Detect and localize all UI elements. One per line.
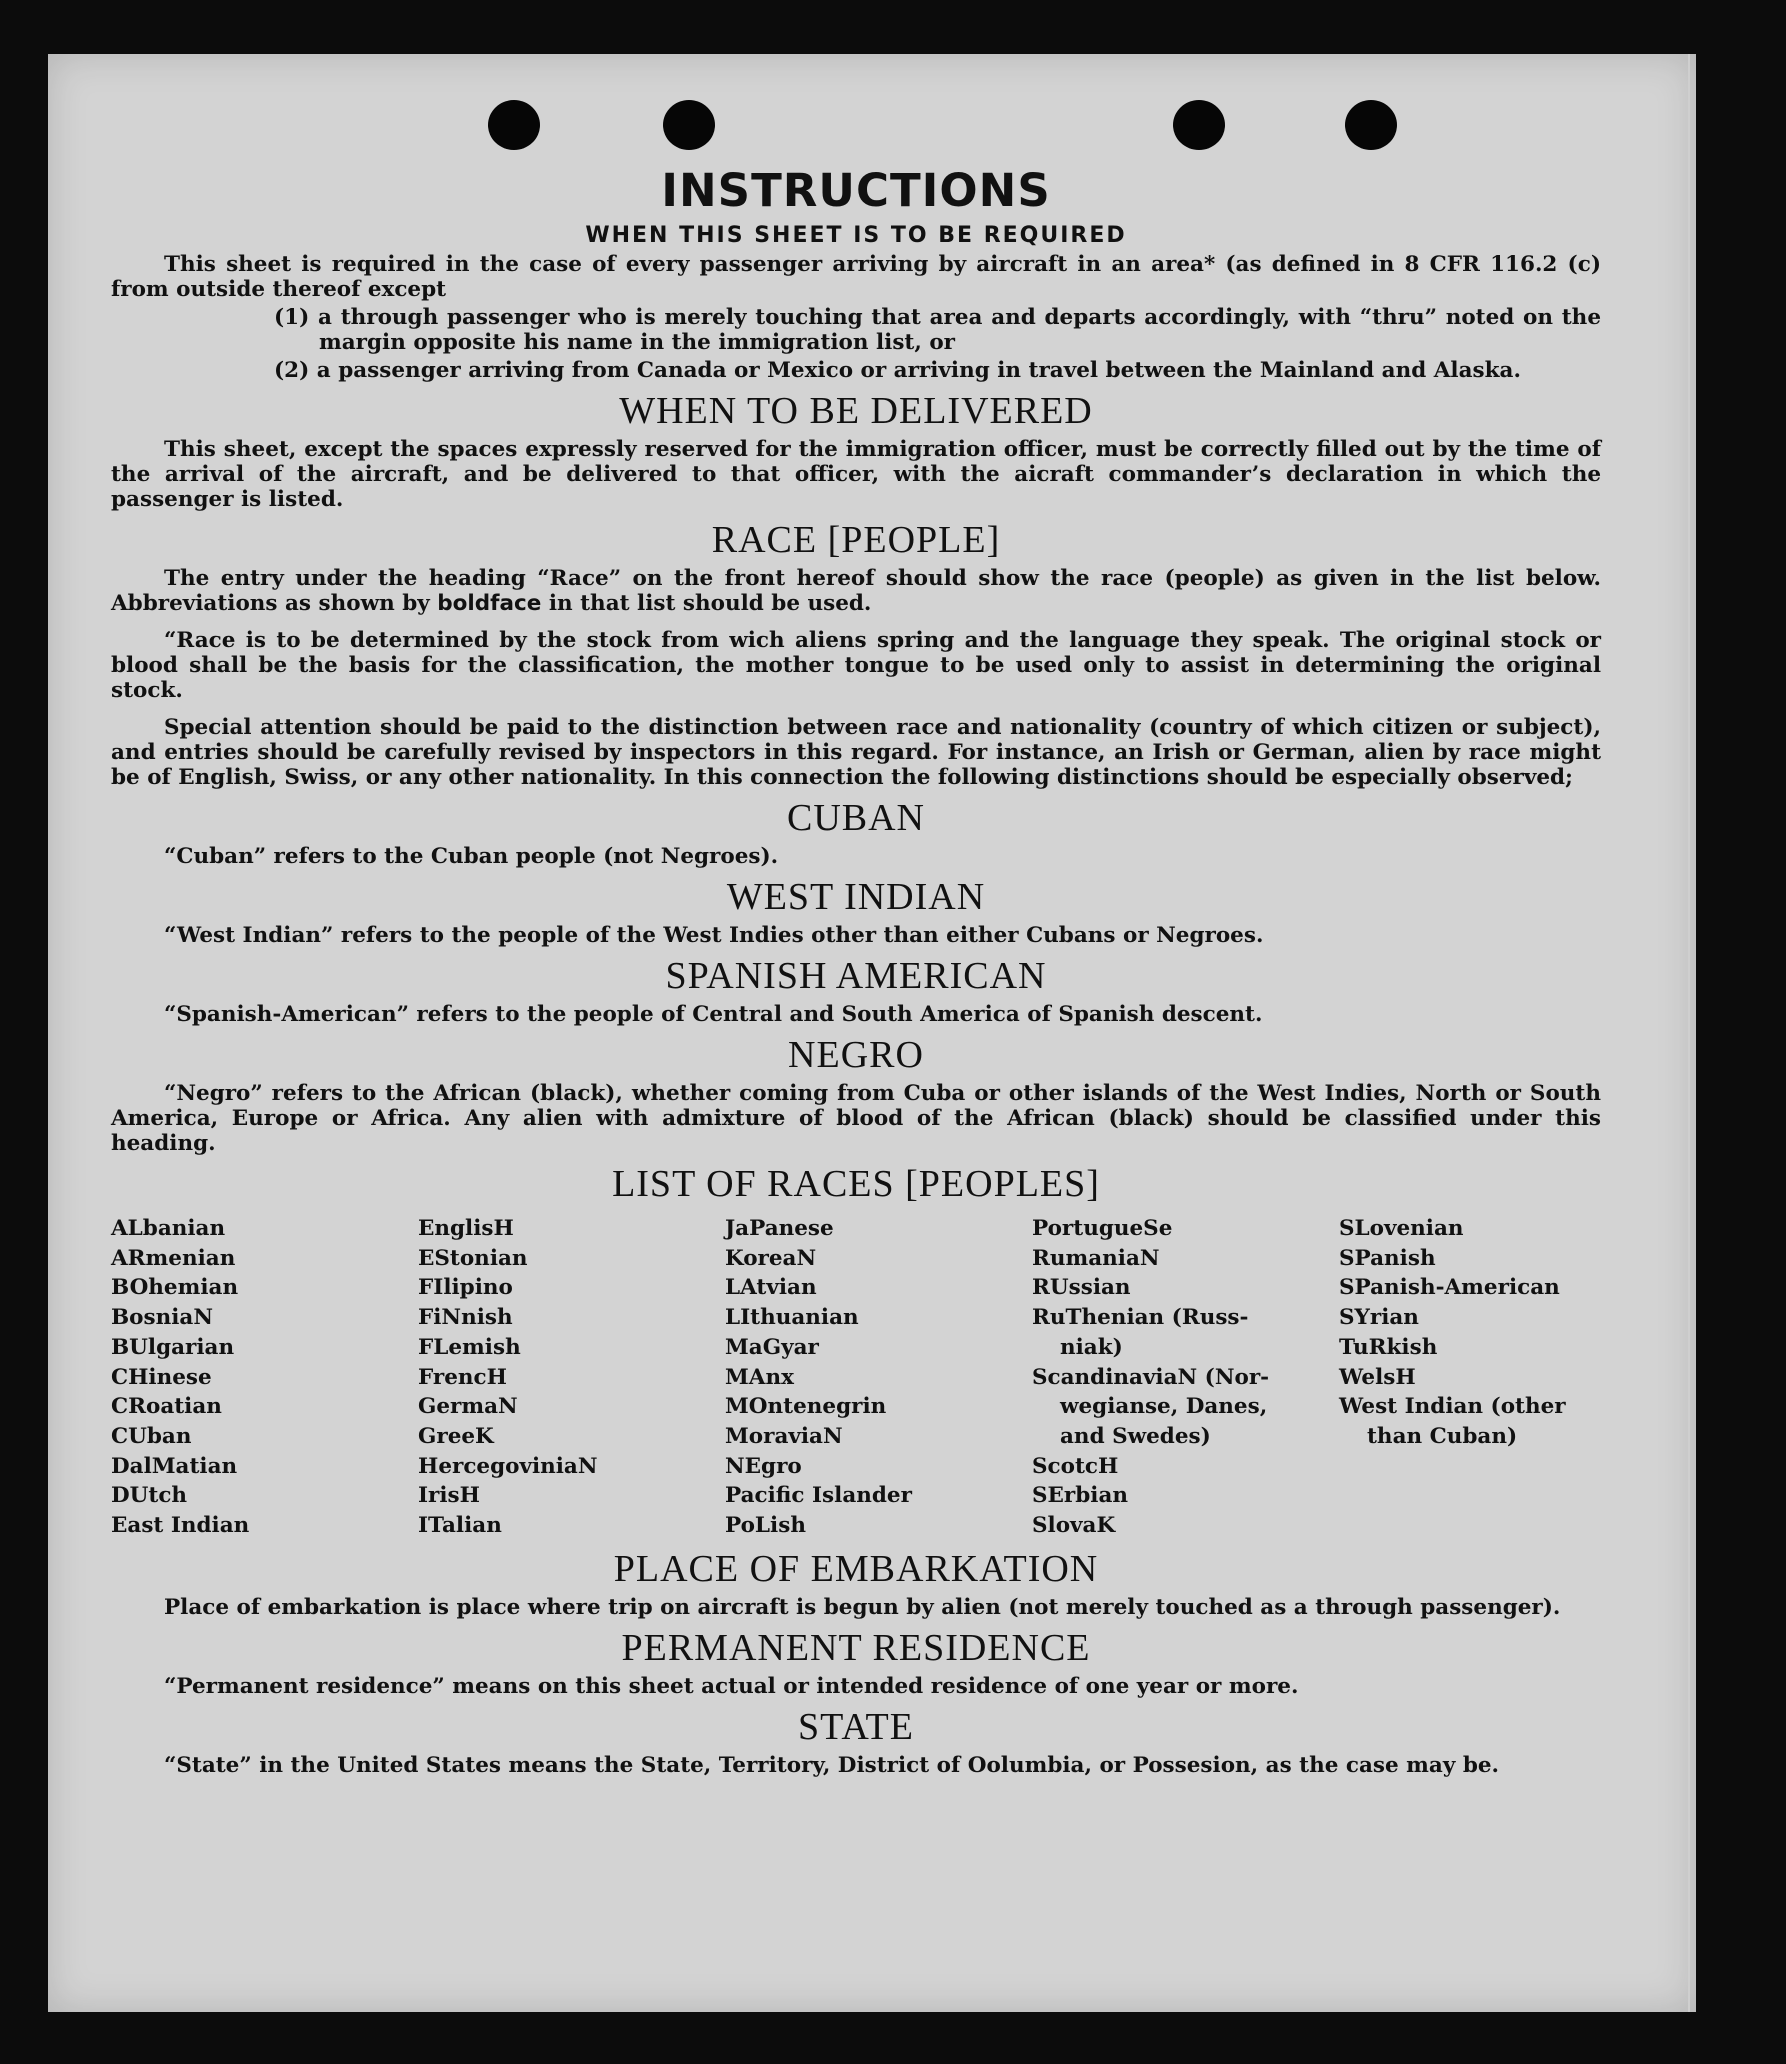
races-column-1: [111, 1214, 418, 1541]
race-item: MAnx: [725, 1364, 794, 1390]
race-item-continuation: and Swedes): [1060, 1423, 1211, 1449]
race-item: HercegoviniaN: [418, 1453, 598, 1479]
races-list: [111, 1214, 1601, 1541]
races-column-3: [725, 1214, 1032, 1541]
race-item: CUban: [111, 1423, 192, 1449]
race-item: RuThenian (Russ-: [1032, 1305, 1249, 1331]
race-item: SlovaK: [1032, 1513, 1116, 1539]
heading-list-of-races: LIST OF RACES [PEOPLES]: [612, 1163, 1100, 1205]
race-item: DUtch: [111, 1483, 188, 1509]
race-item: LAtvian: [725, 1275, 817, 1301]
race-item: ITalian: [418, 1513, 502, 1539]
race-item: SLovenian: [1339, 1216, 1464, 1241]
race-item: CRoatian: [111, 1394, 222, 1420]
race-item: ARmenian: [111, 1245, 236, 1271]
race-item: NEgro: [725, 1453, 802, 1479]
heading-embarkation: PLACE OF EMBARKATION: [613, 1547, 1099, 1590]
race-item: BUlgarian: [111, 1334, 235, 1360]
heading-negro: NEGRO: [788, 1034, 924, 1076]
sheet-edge: [1688, 54, 1690, 2012]
race-item: GermaN: [418, 1394, 518, 1420]
negro-paragraph: “Negro” refers to the African (black), whether coming from Cuba or other islands of the West Indies, North or South America, Europe or Africa. Any alien with admixture of blood of the African (black) should be classified under this heading.: [111, 1081, 1601, 1156]
race-item: MoraviaN: [725, 1423, 843, 1449]
heading-when-delivered: WHEN TO BE DELIVERED: [619, 390, 1093, 432]
boldface-word: boldface: [437, 591, 542, 616]
heading-race: RACE [PEOPLE]: [711, 519, 1001, 561]
spanish-american-paragraph: “Spanish-American” refers to the people of Central and South America of Spanish descent.: [164, 1002, 1263, 1027]
race-item: ScandinaviaN (Nor-: [1032, 1364, 1270, 1390]
race-item: BosniaN: [111, 1305, 213, 1331]
race-item: FLemish: [418, 1334, 521, 1360]
cuban-paragraph: “Cuban” refers to the Cuban people (not Negroes).: [164, 844, 779, 869]
race-item: MaGyar: [725, 1334, 819, 1360]
embarkation-paragraph: Place of embarkation is place where trip on aircraft is begun by alien (not merely touched as a through passenger).: [164, 1594, 1561, 1620]
document-sheet: [48, 54, 1696, 2012]
race-item: East Indian: [111, 1513, 250, 1539]
race-item: TuRkish: [1339, 1334, 1438, 1360]
races-column-5: [1339, 1214, 1599, 1541]
west-indian-paragraph: “West Indian” refers to the people of the West Indies other than either Cubans or Negroes.: [164, 923, 1264, 948]
race-item: RumaniaN: [1032, 1245, 1160, 1271]
race-item: IrisH: [418, 1483, 480, 1509]
punch-hole: [1345, 100, 1397, 150]
race-paragraph-1: The entry under the heading “Race” on the front hereof should show the race (people) as given in the list below. Abbreviations as shown by boldface in that list should be used.: [111, 566, 1601, 616]
state-paragraph: “State” in the United States means the State, Territory, District of Oolumbia, or Possesion, as the case may be.: [164, 1752, 1500, 1778]
race-item: EStonian: [418, 1245, 528, 1271]
races-column-2: [418, 1214, 725, 1541]
race-item: West Indian (other: [1339, 1394, 1566, 1420]
heading-west-indian: WEST INDIAN: [726, 876, 986, 918]
page-subtitle: WHEN THIS SHEET IS TO BE REQUIRED: [585, 223, 1127, 248]
race-item: BOhemian: [111, 1275, 239, 1301]
race-paragraph-2: “Race is to be determined by the stock from wich aliens spring and the language they speak. The original stock or blood shall be the basis for the classification, the mother tongue to be used only to assist in determining the original stock.: [111, 628, 1601, 703]
race-item: RUssian: [1032, 1275, 1131, 1301]
race-item: DalMatian: [111, 1453, 238, 1479]
race-item: FIlipino: [418, 1275, 513, 1301]
race-item: SPanish: [1339, 1245, 1436, 1271]
race-paragraph-3: Special attention should be paid to the distinction between race and nationality (country of which citizen or subject), and entries should be carefully revised by inspectors in this regard. For instance, an Irish or German, alien by race might be of English, Swiss, or any other nationality. In this connection the following distinctions should be especially observed;: [111, 715, 1601, 790]
delivered-paragraph: This sheet, except the spaces expressly reserved for the immigration officer, must be correctly filled out by the time of the arrival of the aircraft, and be delivered to that officer, with the aicraft commander’s declaration in which the passenger is listed.: [111, 437, 1601, 512]
race-item: EnglisH: [418, 1216, 514, 1241]
race-item: FrencH: [418, 1364, 507, 1390]
race-item: FiNnish: [418, 1305, 513, 1331]
race-item: MOntenegrin: [725, 1394, 887, 1420]
race-item: JaPanese: [725, 1216, 834, 1241]
instructions-content: [111, 164, 1601, 1778]
race-item: CHinese: [111, 1364, 212, 1390]
race-item-continuation: than Cuban): [1367, 1423, 1518, 1449]
race-item: ScotcH: [1032, 1453, 1119, 1479]
heading-state: STATE: [798, 1705, 914, 1748]
heading-spanish-american: SPANISH AMERICAN: [665, 955, 1047, 997]
race-item: WelsH: [1339, 1364, 1416, 1390]
race-item: SErbian: [1032, 1483, 1129, 1509]
exception-2: (2) a passenger arriving from Canada or Mexico or arriving in travel between the Mainland and Alaska.: [274, 358, 1521, 383]
punch-hole: [1173, 100, 1225, 150]
residence-paragraph: “Permanent residence” means on this sheet actual or intended residence of one year or more.: [164, 1673, 1299, 1699]
heading-permanent-residence: PERMANENT RESIDENCE: [621, 1626, 1091, 1669]
race-item: GreeK: [418, 1423, 494, 1449]
race-item: SYrian: [1339, 1305, 1419, 1331]
race-item-continuation: niak): [1060, 1334, 1123, 1360]
heading-cuban: CUBAN: [786, 797, 926, 839]
race-item: LIthuanian: [725, 1305, 859, 1331]
intro-paragraph: This sheet is required in the case of every passenger arriving by aircraft in an area* (as defined in 8 CFR 116.2 (c) from outside thereof except: [111, 252, 1601, 302]
punch-hole: [488, 100, 540, 150]
race-item: PoLish: [725, 1513, 806, 1539]
race-item: KoreaN: [725, 1245, 817, 1271]
race-item: ALbanian: [111, 1216, 226, 1241]
races-column-4: [1032, 1214, 1339, 1541]
race-item-continuation: wegianse, Danes,: [1060, 1394, 1268, 1420]
exception-1: (1) a through passenger who is merely touching that area and departs accordingly, with “thru” noted on the margin opposite his name in the immigration list, or: [274, 305, 1601, 355]
race-item: PortugueSe: [1032, 1216, 1173, 1241]
page-title: INSTRUCTIONS: [661, 164, 1051, 217]
punch-hole: [663, 100, 715, 150]
race-item: Pacific Islander: [725, 1483, 912, 1509]
race-item: SPanish-American: [1339, 1275, 1560, 1301]
